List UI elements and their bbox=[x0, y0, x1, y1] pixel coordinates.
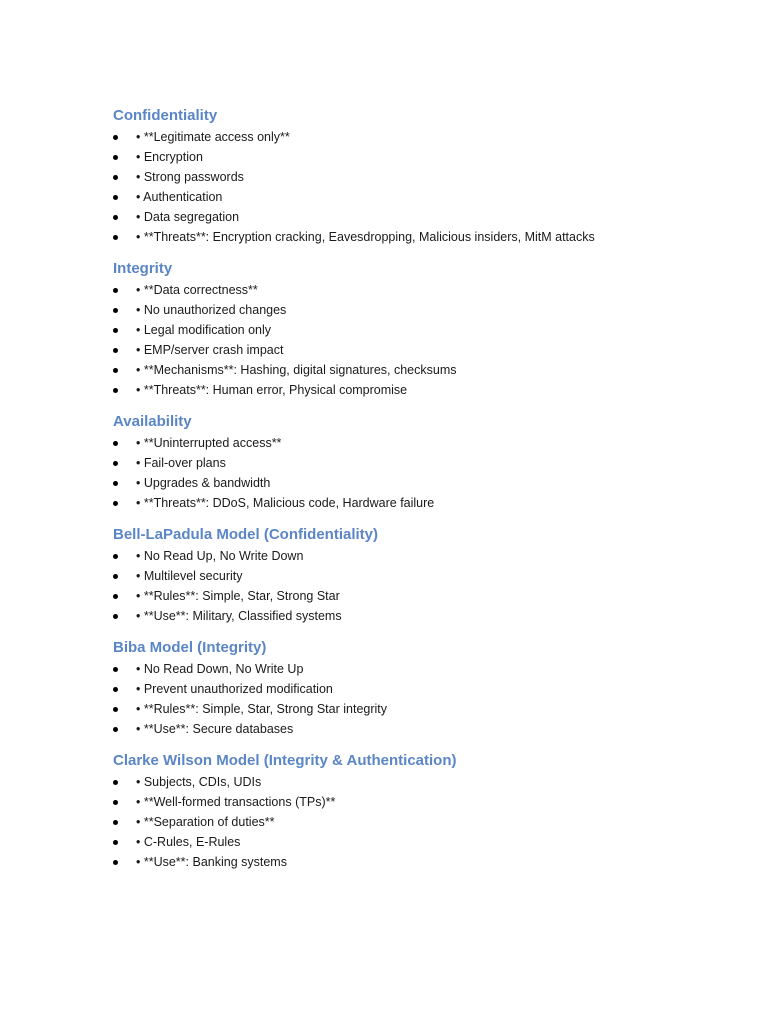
bullet-icon bbox=[113, 195, 118, 200]
list-item-text: • **Threats**: DDoS, Malicious code, Hardware failure bbox=[136, 496, 435, 510]
section bbox=[113, 525, 733, 626]
bullet-icon bbox=[113, 501, 118, 506]
list-item bbox=[113, 433, 733, 453]
list-item-text: • Encryption bbox=[136, 150, 203, 164]
list-item-text: • Prevent unauthorized modification bbox=[136, 682, 333, 696]
list-item bbox=[113, 360, 733, 380]
bullet-list bbox=[113, 659, 733, 739]
list-item bbox=[113, 280, 733, 300]
bullet-icon bbox=[113, 441, 118, 446]
section-heading: Availability bbox=[113, 413, 192, 430]
section-heading: Confidentiality bbox=[113, 107, 218, 124]
list-item-text: • No Read Down, No Write Up bbox=[136, 662, 304, 676]
section-heading: Bell-LaPadula Model (Confidentiality) bbox=[113, 526, 379, 543]
bullet-icon bbox=[113, 368, 118, 373]
list-item bbox=[113, 187, 733, 207]
list-item bbox=[113, 380, 733, 400]
list-item-text: • Authentication bbox=[136, 190, 223, 204]
list-item-text: • EMP/server crash impact bbox=[136, 343, 284, 357]
bullet-icon bbox=[113, 800, 118, 805]
bullet-icon bbox=[113, 860, 118, 865]
list-item-text: • Data segregation bbox=[136, 210, 240, 224]
list-item bbox=[113, 340, 733, 360]
section bbox=[113, 106, 733, 247]
list-item bbox=[113, 320, 733, 340]
bullet-icon bbox=[113, 215, 118, 220]
list-item-text: • Multilevel security bbox=[136, 569, 243, 583]
bullet-icon bbox=[113, 667, 118, 672]
bullet-icon bbox=[113, 308, 118, 313]
list-item bbox=[113, 127, 733, 147]
document-body bbox=[113, 106, 733, 884]
section-heading: Clarke Wilson Model (Integrity & Authentication) bbox=[113, 752, 457, 769]
list-item-text: • **Use**: Banking systems bbox=[136, 855, 287, 869]
list-item bbox=[113, 473, 733, 493]
list-item bbox=[113, 546, 733, 566]
list-item-text: • Fail-over plans bbox=[136, 456, 226, 470]
bullet-list bbox=[113, 433, 733, 513]
list-item bbox=[113, 719, 733, 739]
list-item-text: • Strong passwords bbox=[136, 170, 244, 184]
list-item bbox=[113, 772, 733, 792]
bullet-icon bbox=[113, 840, 118, 845]
bullet-icon bbox=[113, 574, 118, 579]
bullet-icon bbox=[113, 727, 118, 732]
list-item bbox=[113, 207, 733, 227]
list-item-text: • **Threats**: Encryption cracking, Eavesdropping, Malicious insiders, MitM attacks bbox=[136, 230, 595, 244]
bullet-icon bbox=[113, 461, 118, 466]
bullet-list bbox=[113, 127, 733, 247]
bullet-icon bbox=[113, 594, 118, 599]
list-item-text: • **Rules**: Simple, Star, Strong Star bbox=[136, 589, 340, 603]
list-item-text: • **Mechanisms**: Hashing, digital signatures, checksums bbox=[136, 363, 457, 377]
list-item-text: • **Use**: Military, Classified systems bbox=[136, 609, 342, 623]
bullet-icon bbox=[113, 780, 118, 785]
list-item bbox=[113, 699, 733, 719]
list-item-text: • **Use**: Secure databases bbox=[136, 722, 294, 736]
list-item-text: • No unauthorized changes bbox=[136, 303, 287, 317]
list-item bbox=[113, 586, 733, 606]
section-heading: Integrity bbox=[113, 260, 173, 277]
list-item bbox=[113, 493, 733, 513]
list-item bbox=[113, 812, 733, 832]
list-item bbox=[113, 453, 733, 473]
list-item bbox=[113, 679, 733, 699]
list-item-text: • Legal modification only bbox=[136, 323, 272, 337]
list-item bbox=[113, 792, 733, 812]
list-item-text: • Subjects, CDIs, UDIs bbox=[136, 775, 262, 789]
bullet-icon bbox=[113, 288, 118, 293]
list-item bbox=[113, 606, 733, 626]
bullet-icon bbox=[113, 388, 118, 393]
list-item bbox=[113, 147, 733, 167]
bullet-icon bbox=[113, 175, 118, 180]
bullet-list bbox=[113, 772, 733, 872]
list-item-text: • **Rules**: Simple, Star, Strong Star integrity bbox=[136, 702, 388, 716]
bullet-list bbox=[113, 280, 733, 400]
bullet-icon bbox=[113, 707, 118, 712]
bullet-icon bbox=[113, 348, 118, 353]
bullet-icon bbox=[113, 614, 118, 619]
section bbox=[113, 412, 733, 513]
list-item bbox=[113, 852, 733, 872]
list-item-text: • Upgrades & bandwidth bbox=[136, 476, 271, 490]
list-item bbox=[113, 832, 733, 852]
section bbox=[113, 751, 733, 872]
list-item-text: • **Separation of duties** bbox=[136, 815, 275, 829]
list-item bbox=[113, 659, 733, 679]
section-heading: Biba Model (Integrity) bbox=[113, 639, 267, 656]
list-item-text: • **Threats**: Human error, Physical compromise bbox=[136, 383, 408, 397]
section bbox=[113, 259, 733, 400]
bullet-icon bbox=[113, 687, 118, 692]
bullet-icon bbox=[113, 135, 118, 140]
bullet-icon bbox=[113, 481, 118, 486]
bullet-icon bbox=[113, 235, 118, 240]
list-item-text: • C-Rules, E-Rules bbox=[136, 835, 241, 849]
list-item bbox=[113, 227, 733, 247]
list-item-text: • **Well-formed transactions (TPs)** bbox=[136, 795, 336, 809]
list-item-text: • **Legitimate access only** bbox=[136, 130, 290, 144]
list-item bbox=[113, 167, 733, 187]
list-item-text: • **Uninterrupted access** bbox=[136, 436, 282, 450]
bullet-icon bbox=[113, 820, 118, 825]
list-item-text: • No Read Up, No Write Down bbox=[136, 549, 304, 563]
list-item bbox=[113, 300, 733, 320]
list-item bbox=[113, 566, 733, 586]
bullet-icon bbox=[113, 155, 118, 160]
bullet-list bbox=[113, 546, 733, 626]
bullet-icon bbox=[113, 328, 118, 333]
bullet-icon bbox=[113, 554, 118, 559]
section bbox=[113, 638, 733, 739]
list-item-text: • **Data correctness** bbox=[136, 283, 258, 297]
